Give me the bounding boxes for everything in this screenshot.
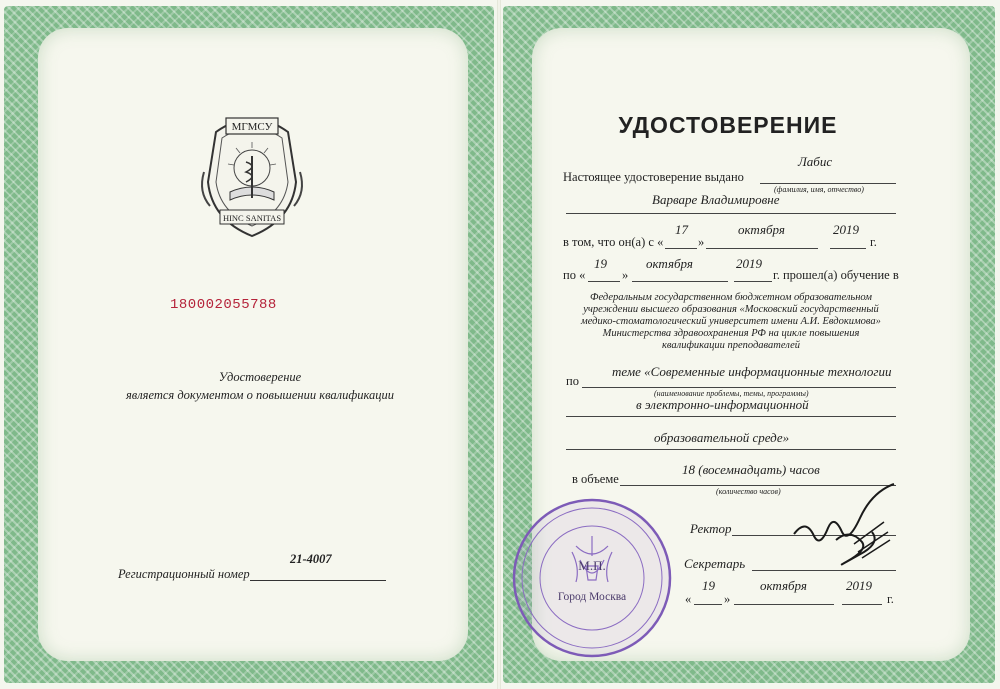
organization-block xyxy=(566,292,896,352)
topic-line-3-text: образовательной среде» xyxy=(654,430,790,445)
registration-number: 21-4007 xyxy=(290,552,332,566)
emblem-top-text: МГМСУ xyxy=(231,121,273,133)
sign-year-line xyxy=(842,604,882,605)
sign-year: 2019 xyxy=(846,578,872,593)
certificate-title: УДОСТОВЕРЕНИЕ xyxy=(618,112,838,138)
to-year-line xyxy=(734,281,772,282)
to-suffix: г. прошел(а) обучение в xyxy=(773,268,899,282)
to-prefix: по « xyxy=(563,268,586,282)
from-year-line xyxy=(830,248,866,249)
emblem-bottom-text: HINC SANITAS xyxy=(222,213,282,223)
topic-hint: (наименование проблемы, темы, программы) xyxy=(654,389,809,398)
secretary-label: Секретарь xyxy=(684,556,746,571)
to-day: 19 xyxy=(594,256,607,271)
topic-line-2 xyxy=(566,416,896,417)
org-line: Министерства здравоохранения РФ на цикле повышения xyxy=(602,328,860,339)
org-line: учреждении высшего образования «Московский государственный xyxy=(583,304,879,315)
sign-day-line xyxy=(694,604,722,605)
to-month-line xyxy=(632,281,728,282)
stamp-place-label: М.П. xyxy=(578,558,606,573)
page-fold xyxy=(497,0,501,689)
from-year: 2019 xyxy=(833,222,859,237)
topic-line-2-text: в электронно-информационной xyxy=(636,397,809,412)
issued-to-label: Настоящее удостоверение выдано xyxy=(563,170,744,184)
from-suffix: г. xyxy=(870,235,877,249)
certificate-spread: МГМСУ HINC SANITAS 180002055788 Удостоверение является документом о повышении квалификации Регистрационный номер 21-4007 УДОСТОВЕРЕНИЕ Настоящее удостоверение выдано Лабис (фамилия, имя, отчество) Варваре Владимировне в том, что он(а) с « 17 » октября 2019 г. по « 19 » октября 2019 г. прошел(а) обучение в Федеральным государственном бюджетном образовательном учреждении высшего образования «Московский государственный медико-стоматологический университет имени А.И. Евдокимова» Министерства здравоохранения РФ на цикле повышения квалификации преподавателей по теме «Современные информационные технологии (наименование проблемы, темы, программы) в электронно-информационной образовательной среде» в объеме 18 (восемнадцать) часов (количество часов) Ректор Секретарь « 19 » октября 2019 г. М.П. Город Москва xyxy=(0,0,1000,689)
volume-label: в объеме xyxy=(572,472,619,486)
topic-line-3 xyxy=(566,449,896,450)
given-names-line xyxy=(566,213,896,214)
to-day-line xyxy=(588,281,620,282)
from-month: октября xyxy=(738,222,785,237)
sign-month-line xyxy=(734,604,834,605)
official-stamp xyxy=(510,496,674,660)
org-line: Федеральным государственном бюджетном образовательном xyxy=(590,292,872,303)
university-emblem xyxy=(196,112,308,240)
sign-date-suffix: г. xyxy=(887,592,894,606)
from-day-line xyxy=(665,248,697,249)
registration-line xyxy=(250,580,386,581)
org-line: медико-стоматологический университет имени А.И. Евдокимова» xyxy=(581,316,881,327)
rector-signature xyxy=(776,478,906,573)
city-label: Город Москва xyxy=(557,591,627,603)
note-text: является документом о повышении квалификации xyxy=(125,388,395,402)
surname: Лабис xyxy=(798,154,833,169)
sign-month: октября xyxy=(760,578,807,593)
to-month: октября xyxy=(646,256,693,271)
from-prefix: в том, что он(а) с « xyxy=(563,235,664,249)
sign-day: 19 xyxy=(702,578,715,593)
volume-value: 18 (восемнадцать) часов xyxy=(682,462,820,477)
from-month-line xyxy=(706,248,818,249)
to-year: 2019 xyxy=(736,256,762,271)
registration-label: Регистрационный номер xyxy=(118,567,250,581)
topic-line-1-text: теме «Современные информационные технологии xyxy=(612,364,892,379)
serial-number: 180002055788 xyxy=(170,297,277,313)
topic-prefix: по xyxy=(566,374,579,388)
topic-line-1 xyxy=(582,387,896,388)
surname-line xyxy=(760,183,896,184)
rector-label: Ректор xyxy=(690,521,732,536)
note-title: Удостоверение xyxy=(218,370,302,384)
org-line: квалификации преподавателей xyxy=(661,340,800,351)
volume-hint: (количество часов) xyxy=(716,487,781,496)
given-names: Варваре Владимировне xyxy=(652,192,780,207)
from-day: 17 xyxy=(675,222,688,237)
name-hint: (фамилия, имя, отчество) xyxy=(774,185,864,194)
left-note xyxy=(80,368,440,404)
